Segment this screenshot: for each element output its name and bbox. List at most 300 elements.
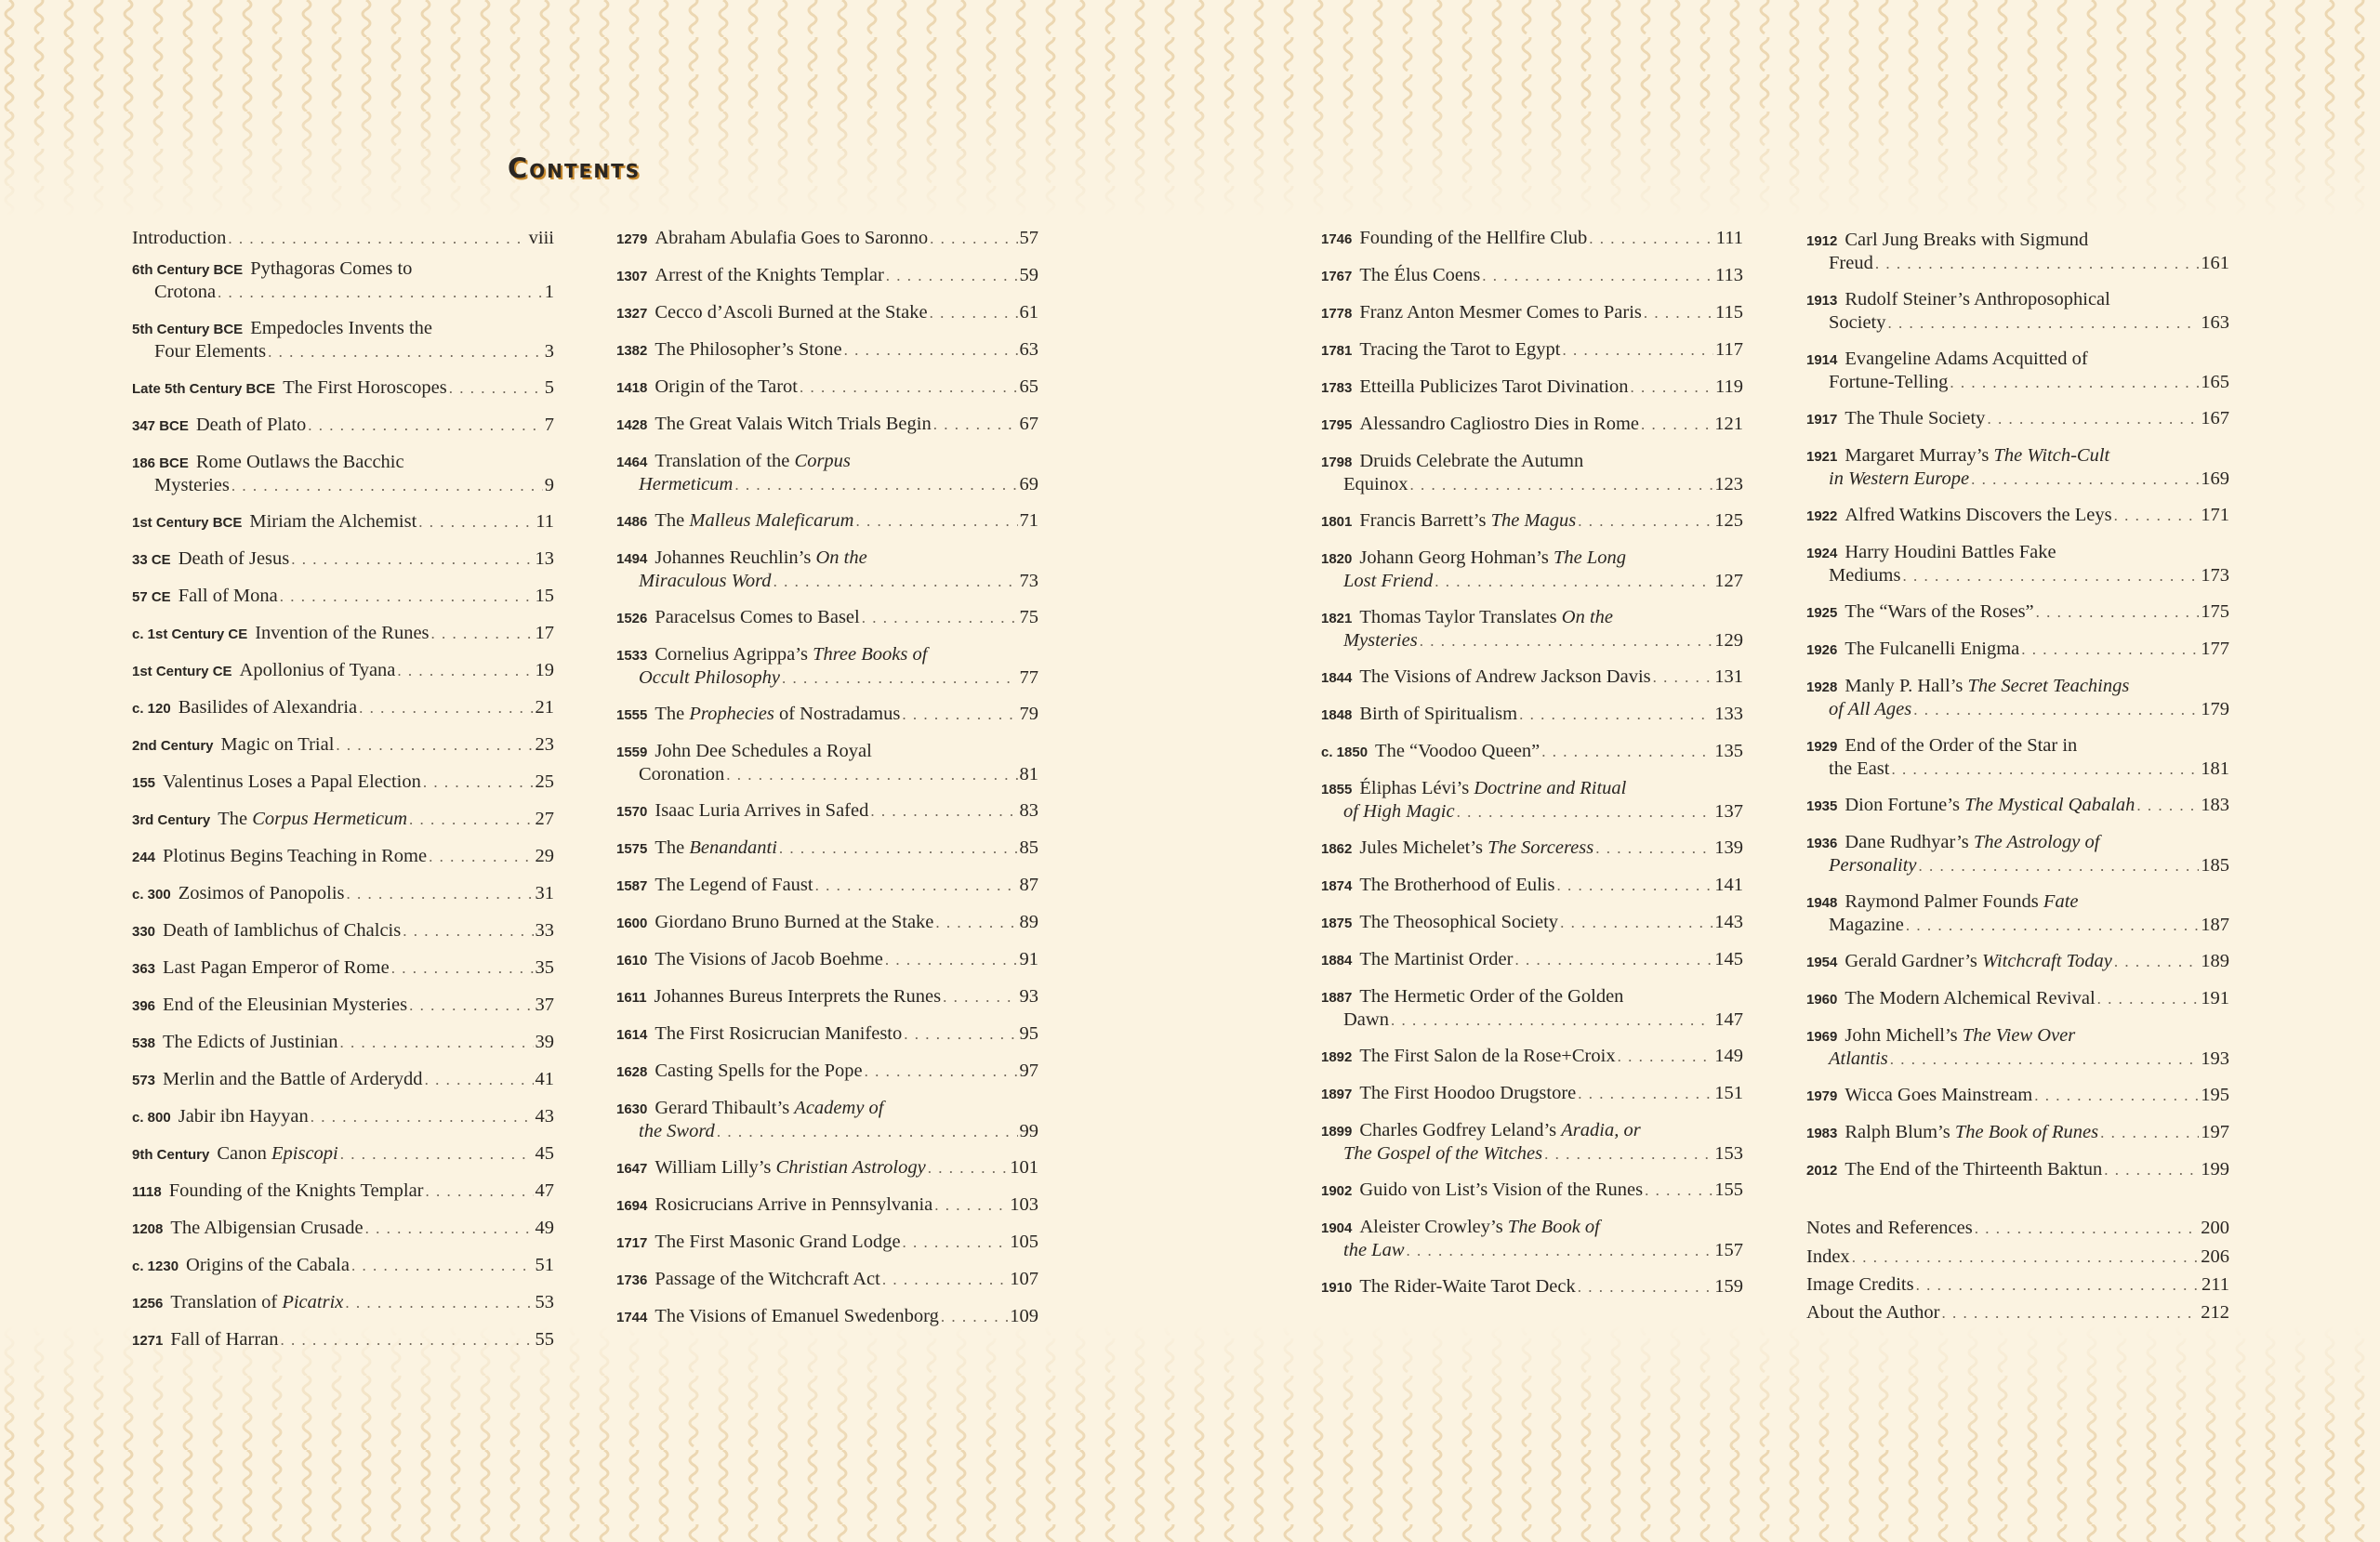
entry-title: Crotona xyxy=(154,282,217,302)
entry-page-number: 69 xyxy=(1019,474,1038,494)
entry-date: 1307 xyxy=(616,269,648,284)
dot-leader xyxy=(1595,837,1712,860)
toc-entry[interactable] xyxy=(132,845,554,868)
toc-entry[interactable] xyxy=(1806,288,2229,335)
dot-leader xyxy=(2034,1084,2199,1107)
entry-page-number: 33 xyxy=(535,920,554,941)
dot-leader xyxy=(935,911,1017,934)
dot-leader xyxy=(449,376,543,400)
entry-page-number: 49 xyxy=(535,1218,554,1238)
entry-date: 1926 xyxy=(1806,642,1838,658)
entry-title: Druids Celebrate the Autumn xyxy=(1359,451,1584,471)
entry-title: Dane Rudhyar’s The Astrology of xyxy=(1844,832,2100,852)
toc-entry[interactable] xyxy=(1806,675,2229,721)
entry-page-number: 79 xyxy=(1019,704,1038,724)
entry-title: Giordano Bruno Burned at the Stake xyxy=(654,912,934,932)
dot-leader xyxy=(1971,468,2199,491)
toc-entry[interactable] xyxy=(132,257,554,304)
entry-title: The Hermetic Order of the Golden xyxy=(1359,986,1624,1007)
entry-date: 1526 xyxy=(616,611,648,626)
toc-entry[interactable] xyxy=(616,413,1038,436)
toc-entry[interactable] xyxy=(616,227,1038,250)
entry-date: 57 CE xyxy=(132,589,171,605)
dot-leader xyxy=(2104,1158,2199,1181)
dot-leader xyxy=(423,771,534,794)
toc-entry[interactable] xyxy=(132,317,554,363)
entry-page-number: 163 xyxy=(2201,312,2229,333)
entry-date: 1st Century BCE xyxy=(132,515,243,531)
entry-page-number: 77 xyxy=(1019,667,1038,688)
entry-title: Introduction xyxy=(132,228,227,248)
dot-leader xyxy=(862,606,1018,629)
toc-entry[interactable] xyxy=(1321,1275,1743,1298)
entry-title: Etteilla Publicizes Tarot Divination xyxy=(1359,376,1629,397)
toc-entry[interactable] xyxy=(132,733,554,757)
entry-page-number: 121 xyxy=(1714,414,1743,434)
dot-leader xyxy=(782,666,1017,690)
entry-page-number: 161 xyxy=(2201,253,2229,273)
entry-title: The First Horoscopes xyxy=(283,377,447,398)
entry-date: 1744 xyxy=(616,1310,648,1325)
toc-entry[interactable] xyxy=(616,1060,1038,1083)
entry-date: 1570 xyxy=(616,804,648,820)
entry-page-number: 117 xyxy=(1715,339,1743,360)
toc-entry[interactable] xyxy=(132,1031,554,1054)
toc-entry[interactable] xyxy=(1321,227,1743,250)
entry-title: The Thule Society xyxy=(1844,408,1986,428)
toc-entry[interactable] xyxy=(1321,338,1743,362)
dot-leader xyxy=(1942,1301,2200,1325)
toc-entry[interactable] xyxy=(1806,600,2229,624)
entry-title: William Lilly’s Christian Astrology xyxy=(654,1157,926,1178)
toc-entry[interactable] xyxy=(616,1022,1038,1046)
entry-page-number: 73 xyxy=(1019,571,1038,591)
dot-leader xyxy=(1644,301,1713,324)
toc-entry[interactable] xyxy=(1806,950,2229,973)
toc-entry[interactable] xyxy=(1321,413,1743,436)
toc-entry[interactable] xyxy=(1806,348,2229,394)
entry-title: Magic on Trial xyxy=(220,734,335,755)
entry-title: Lost Friend xyxy=(1343,571,1434,591)
entry-date: 1783 xyxy=(1321,380,1353,396)
toc-entry[interactable] xyxy=(616,1097,1038,1143)
dot-leader xyxy=(345,1291,533,1314)
toc-entry[interactable] xyxy=(616,1193,1038,1217)
entry-title: Isaac Luria Arrives in Safed xyxy=(654,800,869,821)
toc-entry[interactable] xyxy=(132,882,554,905)
toc-entry[interactable] xyxy=(132,771,554,794)
entry-date: 1922 xyxy=(1806,508,1838,524)
toc-entry[interactable] xyxy=(132,1328,554,1351)
toc-entry[interactable] xyxy=(1321,547,1743,593)
dot-leader xyxy=(231,474,543,497)
entry-title: Jabir ibn Hayyan xyxy=(178,1106,309,1127)
entry-page-number: 43 xyxy=(535,1106,554,1127)
dot-leader xyxy=(1589,227,1714,250)
toc-entry[interactable] xyxy=(132,659,554,682)
entry-date: 1948 xyxy=(1806,895,1838,911)
toc-entry[interactable] xyxy=(1806,504,2229,527)
toc-entry[interactable] xyxy=(616,450,1038,496)
dot-leader xyxy=(855,509,1017,533)
entry-date: 330 xyxy=(132,924,156,940)
entry-date: 1855 xyxy=(1321,782,1353,797)
entry-date: 1208 xyxy=(132,1221,164,1237)
dot-leader xyxy=(930,227,1017,250)
entry-page-number: 59 xyxy=(1019,265,1038,285)
toc-entry[interactable] xyxy=(616,911,1038,934)
toc-entry[interactable] xyxy=(616,1156,1038,1180)
entry-date: 1848 xyxy=(1321,707,1353,723)
entry-date: 1628 xyxy=(616,1064,648,1080)
entry-date: 1694 xyxy=(616,1198,648,1214)
toc-entry[interactable] xyxy=(616,264,1038,287)
dot-leader xyxy=(870,799,1017,823)
toc-entry[interactable] xyxy=(132,451,554,497)
entry-title: Cornelius Agrippa’s Three Books of xyxy=(654,644,928,665)
dot-leader xyxy=(1618,1045,1713,1068)
entry-date: 1874 xyxy=(1321,878,1353,894)
entry-page-number: 1 xyxy=(544,282,554,302)
entry-title: The Malleus Maleficarum xyxy=(654,510,854,531)
toc-entry[interactable] xyxy=(616,1231,1038,1254)
toc-entry[interactable] xyxy=(1321,1119,1743,1166)
entry-page-number: 167 xyxy=(2201,408,2229,428)
entry-date: 186 BCE xyxy=(132,455,189,471)
toc-entry[interactable] xyxy=(616,1305,1038,1328)
entry-page-number: 175 xyxy=(2201,601,2229,622)
entry-title: Miraculous Word xyxy=(639,571,772,591)
entry-title: Origins of the Cabala xyxy=(186,1255,350,1275)
toc-entry[interactable] xyxy=(1806,890,2229,937)
dot-leader xyxy=(1987,407,2199,430)
entry-title: Manly P. Hall’s The Secret Teachings xyxy=(1844,676,2130,696)
toc-entry[interactable] xyxy=(616,376,1038,399)
entry-page-number: 177 xyxy=(2201,639,2229,659)
dot-leader xyxy=(1890,1048,2199,1071)
toc-entry[interactable] xyxy=(1321,985,1743,1032)
entry-page-number: 67 xyxy=(1019,414,1038,434)
entry-title: Basilides of Alexandria xyxy=(178,697,358,718)
entry-page-number: 37 xyxy=(535,995,554,1015)
entry-page-number: 153 xyxy=(1714,1143,1743,1164)
dot-leader xyxy=(930,301,1018,324)
toc-entry[interactable] xyxy=(132,547,554,571)
entry-page-number: 109 xyxy=(1010,1306,1038,1326)
entry-date: 1902 xyxy=(1321,1183,1353,1199)
toc-entry[interactable] xyxy=(616,301,1038,324)
toc-entry[interactable] xyxy=(1321,509,1743,533)
dot-leader xyxy=(903,1231,1009,1254)
toc-entry[interactable] xyxy=(132,1180,554,1203)
entry-page-number: 3 xyxy=(544,341,554,362)
entry-date: 347 BCE xyxy=(132,418,189,434)
entry-title: John Dee Schedules a Royal xyxy=(654,741,872,761)
entry-page-number: 107 xyxy=(1010,1269,1038,1289)
entry-page-number: 27 xyxy=(535,809,554,829)
toc-entry[interactable] xyxy=(1321,1082,1743,1105)
toc-entry[interactable] xyxy=(1806,1158,2229,1181)
entry-page-number: 31 xyxy=(535,883,554,903)
dot-leader xyxy=(717,1120,1018,1143)
entry-page-number: 173 xyxy=(2201,565,2229,586)
toc-entry[interactable] xyxy=(616,606,1038,629)
entry-page-number: 51 xyxy=(535,1255,554,1275)
toc-entry[interactable] xyxy=(132,510,554,534)
entry-page-number: 75 xyxy=(1019,607,1038,627)
toc-entry[interactable] xyxy=(132,1217,554,1240)
entry-date: 1533 xyxy=(616,648,648,664)
entry-date: 1271 xyxy=(132,1333,164,1349)
dot-leader xyxy=(1975,1217,2200,1240)
entry-title: The First Masonic Grand Lodge xyxy=(654,1232,901,1252)
entry-date: 1486 xyxy=(616,514,648,530)
entry-date: 1118 xyxy=(132,1184,162,1200)
entry-date: 1279 xyxy=(616,231,648,247)
toc-entry[interactable] xyxy=(1806,1245,2229,1269)
entry-date: 1464 xyxy=(616,455,648,470)
toc-entry[interactable] xyxy=(132,622,554,645)
dot-leader xyxy=(1578,1275,1713,1298)
entry-title: Translation of Picatrix xyxy=(170,1292,344,1312)
entry-page-number: 17 xyxy=(535,623,554,643)
toc-entry[interactable] xyxy=(616,643,1038,690)
dot-leader xyxy=(2100,1121,2199,1144)
entry-title: the Law xyxy=(1343,1240,1405,1260)
dot-leader xyxy=(774,570,1018,593)
entry-date: 1844 xyxy=(1321,670,1353,686)
dot-leader xyxy=(882,1268,1008,1291)
toc-entry[interactable] xyxy=(616,703,1038,726)
entry-date: 1904 xyxy=(1321,1220,1353,1236)
toc-entry[interactable] xyxy=(132,1068,554,1091)
toc-entry[interactable] xyxy=(1321,1179,1743,1202)
dot-leader xyxy=(2114,504,2200,527)
toc-entry[interactable] xyxy=(132,994,554,1017)
entry-date: 9th Century xyxy=(132,1147,210,1163)
toc-entry[interactable] xyxy=(1321,666,1743,689)
toc-entry[interactable] xyxy=(1321,264,1743,287)
entry-title: of High Magic xyxy=(1343,801,1455,822)
dot-leader xyxy=(397,659,533,682)
toc-entry[interactable] xyxy=(1806,444,2229,491)
entry-date: 396 xyxy=(132,998,156,1014)
toc-entry[interactable] xyxy=(616,1268,1038,1291)
dot-leader xyxy=(1578,509,1712,533)
toc-entry[interactable] xyxy=(1321,948,1743,971)
entry-date: 1611 xyxy=(616,990,647,1006)
entry-title: Founding of the Hellfire Club xyxy=(1359,228,1588,248)
toc-entry[interactable] xyxy=(616,837,1038,860)
toc-entry[interactable] xyxy=(132,1254,554,1277)
entry-date: 573 xyxy=(132,1073,156,1088)
entry-title: Founding of the Knights Templar xyxy=(168,1180,424,1201)
dot-leader xyxy=(311,1105,534,1128)
toc-entry[interactable] xyxy=(1321,911,1743,934)
entry-date: 1935 xyxy=(1806,798,1838,814)
entry-page-number: 89 xyxy=(1019,912,1038,932)
toc-entry[interactable] xyxy=(132,696,554,719)
entry-page-number: 81 xyxy=(1019,764,1038,784)
entry-page-number: 41 xyxy=(535,1069,554,1089)
dot-leader xyxy=(933,413,1018,436)
toc-entry[interactable] xyxy=(1321,740,1743,763)
dot-leader xyxy=(336,733,533,757)
toc-entry[interactable] xyxy=(132,1291,554,1314)
entry-page-number: 199 xyxy=(2201,1159,2229,1180)
entry-date: 1575 xyxy=(616,841,648,857)
toc-entry[interactable] xyxy=(132,919,554,942)
dot-leader xyxy=(1902,564,2199,587)
entry-title: Francis Barrett’s The Magus xyxy=(1359,510,1577,531)
toc-entry[interactable] xyxy=(1321,376,1743,399)
entry-title: Last Pagan Emperor of Rome xyxy=(163,957,390,978)
toc-entry[interactable] xyxy=(132,414,554,437)
dot-leader xyxy=(1916,1273,2200,1297)
toc-entry[interactable] xyxy=(616,740,1038,786)
toc-entry[interactable] xyxy=(1321,1045,1743,1068)
dot-leader xyxy=(2114,950,2199,973)
toc-entry[interactable] xyxy=(1806,541,2229,587)
entry-title: Gerald Gardner’s Witchcraft Today xyxy=(1844,951,2112,971)
toc-entry[interactable] xyxy=(1806,1084,2229,1107)
entry-title: the Sword xyxy=(639,1121,715,1141)
toc-entry[interactable] xyxy=(1321,1216,1743,1262)
entry-date: 1914 xyxy=(1806,352,1838,368)
entry-page-number: 15 xyxy=(535,586,554,606)
toc-entry[interactable] xyxy=(132,227,554,250)
entry-title: The Modern Alchemical Revival xyxy=(1844,988,2096,1008)
toc-entry[interactable] xyxy=(132,376,554,400)
entry-date: Late 5th Century BCE xyxy=(132,381,276,397)
entry-title: in Western Europe xyxy=(1829,468,1970,489)
toc-entry[interactable] xyxy=(1321,777,1743,824)
entry-page-number: 63 xyxy=(1019,339,1038,360)
entry-page-number: 195 xyxy=(2201,1085,2229,1105)
entry-title: Mysteries xyxy=(154,475,230,495)
toc-entry[interactable] xyxy=(1321,301,1743,324)
entry-page-number: 189 xyxy=(2201,951,2229,971)
toc-entry[interactable] xyxy=(1321,874,1743,897)
entry-page-number: 21 xyxy=(535,697,554,718)
toc-entry[interactable] xyxy=(1321,606,1743,652)
dot-leader xyxy=(902,703,1017,726)
entry-date: 1820 xyxy=(1321,551,1353,567)
toc-entry[interactable] xyxy=(1321,703,1743,726)
toc-entry[interactable] xyxy=(132,1142,554,1166)
toc-entry[interactable] xyxy=(1806,1024,2229,1071)
entry-date: 1983 xyxy=(1806,1126,1838,1141)
entry-title: Empedocles Invents the xyxy=(250,318,433,338)
entry-page-number: 101 xyxy=(1010,1157,1038,1178)
toc-entry[interactable] xyxy=(1806,831,2229,877)
entry-title: the East xyxy=(1829,758,1890,779)
toc-entry[interactable] xyxy=(1806,1273,2229,1297)
dot-leader xyxy=(1919,854,2200,877)
dot-leader xyxy=(351,1254,534,1277)
dot-leader xyxy=(418,510,534,534)
entry-date: 1736 xyxy=(616,1272,648,1288)
entry-title: The Albigensian Crusade xyxy=(170,1218,364,1238)
entry-page-number: 29 xyxy=(535,846,554,866)
dot-leader xyxy=(1556,874,1712,897)
dot-leader xyxy=(426,1180,534,1203)
dot-leader xyxy=(1631,376,1714,399)
entry-title: Hermeticum xyxy=(639,474,734,494)
entry-page-number: 119 xyxy=(1715,376,1743,397)
entry-date: 1960 xyxy=(1806,992,1838,1008)
toc-entry[interactable] xyxy=(132,585,554,608)
entry-title: The “Wars of the Roses” xyxy=(1844,601,2034,622)
entry-page-number: 185 xyxy=(2201,855,2229,876)
entry-date: 538 xyxy=(132,1035,156,1051)
entry-page-number: 137 xyxy=(1714,801,1743,822)
entry-page-number: 135 xyxy=(1714,741,1743,761)
entry-date: 244 xyxy=(132,850,156,865)
toc-entry[interactable] xyxy=(616,874,1038,897)
entry-date: 1862 xyxy=(1321,841,1353,857)
dot-leader xyxy=(934,1193,1008,1217)
toc-entry[interactable] xyxy=(616,338,1038,362)
toc-entry[interactable] xyxy=(616,799,1038,823)
entry-page-number: 191 xyxy=(2201,988,2229,1008)
toc-entry[interactable] xyxy=(1806,1121,2229,1144)
toc-entry[interactable] xyxy=(1806,734,2229,781)
entry-title: Casting Spells for the Pope xyxy=(654,1061,863,1081)
entry-title: Origin of the Tarot xyxy=(654,376,798,397)
toc-entry[interactable] xyxy=(132,956,554,980)
entry-page-number: 65 xyxy=(1019,376,1038,397)
entry-title: Arrest of the Knights Templar xyxy=(654,265,884,285)
toc-entry[interactable] xyxy=(1806,987,2229,1010)
entry-title: Society xyxy=(1829,312,1886,333)
dot-leader xyxy=(726,763,1017,786)
entry-date: 1555 xyxy=(616,707,648,723)
entry-date: c. 800 xyxy=(132,1110,171,1126)
entry-date: 1924 xyxy=(1806,546,1838,561)
entry-title: The Élus Coens xyxy=(1359,265,1481,285)
entry-page-number: 147 xyxy=(1714,1009,1743,1030)
entry-page-number: 13 xyxy=(535,548,554,569)
entry-title: The Edicts of Justinian xyxy=(163,1032,338,1052)
toc-entry[interactable] xyxy=(616,985,1038,1008)
toc-entry[interactable] xyxy=(1806,1301,2229,1325)
toc-entry[interactable] xyxy=(1806,1217,2229,1240)
entry-date: 1746 xyxy=(1321,231,1353,247)
toc-entry[interactable] xyxy=(1321,450,1743,496)
entry-page-number: 143 xyxy=(1714,912,1743,932)
toc-entry[interactable] xyxy=(616,509,1038,533)
dot-leader xyxy=(886,264,1018,287)
entry-title: Guido von List’s Vision of the Runes xyxy=(1359,1180,1644,1200)
entry-title: Mysteries xyxy=(1343,630,1418,651)
entry-page-number: 169 xyxy=(2201,468,2229,489)
toc-entry[interactable] xyxy=(1806,229,2229,275)
entry-title: Rome Outlaws the Bacchic xyxy=(195,452,404,472)
dot-leader xyxy=(844,338,1018,362)
dot-leader xyxy=(1519,703,1712,726)
toc-entry[interactable] xyxy=(616,948,1038,971)
toc-entry[interactable] xyxy=(616,547,1038,593)
toc-entry[interactable] xyxy=(1806,407,2229,430)
toc-entry[interactable] xyxy=(132,1105,554,1128)
toc-entry[interactable] xyxy=(1806,794,2229,817)
toc-entry[interactable] xyxy=(1321,837,1743,860)
entry-date: 1925 xyxy=(1806,605,1838,621)
toc-entry[interactable] xyxy=(1806,638,2229,661)
toc-entry[interactable] xyxy=(132,808,554,831)
entry-date: 1921 xyxy=(1806,449,1838,465)
